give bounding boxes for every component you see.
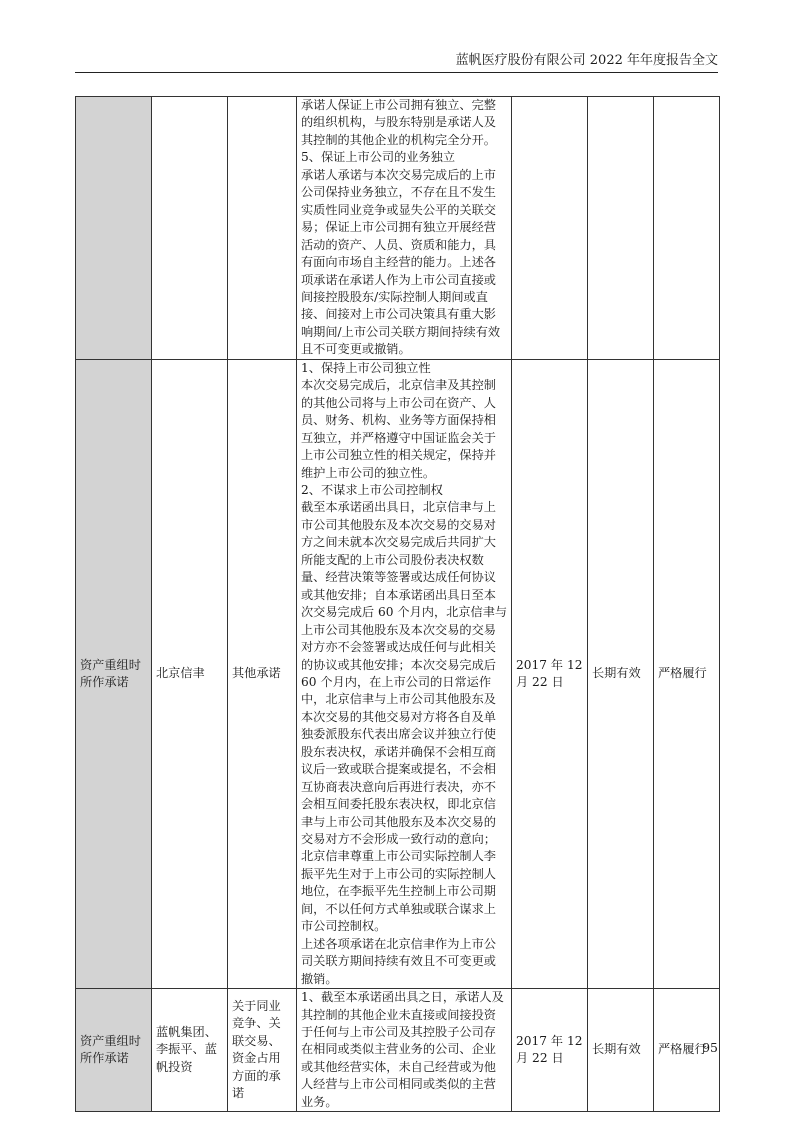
content-line: 活动的资产、人员、资质和能力，具 (301, 237, 496, 252)
content-line: 承诺人承诺与本次交易完成后的上市 (301, 167, 496, 182)
content-line: 本次交易完成后，北京信聿及其控制 (301, 378, 496, 393)
content-line: 聿与上市公司其他股东及本次交易的 (301, 814, 496, 829)
commitment-type-cell: 资产重组时所作承诺 (76, 989, 152, 1112)
committing-party-cell (152, 97, 228, 360)
content-line: 司关联方期间持续有效且不可变更或 (301, 954, 496, 969)
content-line: 有面向市场自主经营的能力。上述各 (301, 255, 496, 270)
content-line: 5、保证上市公司的业务独立 (301, 150, 456, 165)
content-line: 独委派股东代表出席会议并独立行使 (301, 727, 496, 742)
committing-party-cell: 北京信聿 (152, 359, 228, 988)
content-line: 市公司控制权。 (301, 919, 387, 934)
content-line: 业务。 (301, 1094, 338, 1109)
content-line: 间，不以任何方式单独或联合谋求上 (301, 901, 496, 916)
content-line: 互协商表决意向后再进行表决，亦不 (301, 779, 496, 794)
content-line: 的其他公司将与上市公司在资产、人 (301, 395, 496, 410)
report-title: 蓝帆医疗股份有限公司 2022 年年度报告全文 (455, 53, 718, 68)
content-line: 于任何与上市公司及其控股子公司存 (301, 1025, 496, 1040)
content-line: 其控制的其他企业未直接或间接投资 (301, 1007, 496, 1022)
content-line: 量、经营决策等签署或达成任何协议 (301, 570, 496, 585)
content-line: 上市公司独立性的相关规定，保持并 (301, 448, 496, 463)
content-line: 撤销。 (301, 971, 338, 986)
content-line: 所能支配的上市公司股份表决权数 (301, 552, 484, 567)
commitment-term-cell: 长期有效 (588, 989, 654, 1112)
content-line: 振平先生对于上市公司的实际控制人 (301, 866, 496, 881)
content-line: 截至本承诺函出具日，北京信聿与上 (301, 500, 496, 515)
content-line: 接、间接对上市公司决策具有重大影 (301, 307, 496, 322)
content-line: 或其他安排；自本承诺函出具日至本 (301, 587, 496, 602)
content-line: 中，北京信聿与上市公司其他股东及 (301, 692, 496, 707)
commitment-date-cell: 2017 年 12 月 22 日 (512, 989, 588, 1112)
content-line: 在相同或类似主营业务的公司、企业 (301, 1042, 496, 1057)
content-line: 易；保证上市公司拥有独立开展经营 (301, 220, 496, 235)
commitment-category-cell: 其他承诺 (228, 359, 297, 988)
content-line: 本次交易的其他交易对方将各自及单 (301, 709, 496, 724)
table-row (76, 359, 720, 988)
content-line: 方之间未就本次交易完成后共同扩大 (301, 535, 496, 550)
content-line: 对方亦不会签署或达成任何与此相关 (301, 640, 496, 655)
fulfillment-status-cell (654, 97, 720, 360)
table-row (76, 97, 720, 360)
content-line: 股东表决权，承诺并确保不会相互商 (301, 744, 496, 759)
fulfillment-status-cell: 严格履行 (654, 359, 720, 988)
content-line: 地位，在李振平先生控制上市公司期 (301, 884, 496, 899)
content-line: 或其他经营实体，未自己经营或为他 (301, 1059, 496, 1074)
content-line: 交易对方不会形成一致行动的意向； (301, 832, 496, 847)
content-line: 项承诺在承诺人作为上市公司直接或 (301, 272, 496, 287)
content-line: 上述各项承诺在北京信聿作为上市公 (301, 936, 496, 951)
commitment-category-cell (228, 97, 297, 360)
content-line: 市公司其他股东及本次交易的交易对 (301, 517, 496, 532)
content-line: 60 个月内，在上市公司的日常运作 (301, 674, 492, 689)
content-line: 北京信聿尊重上市公司实际控制人李 (301, 849, 496, 864)
content-line: 实质性同业竞争或显失公平的关联交 (301, 202, 496, 217)
commitment-term-cell: 长期有效 (588, 359, 654, 988)
content-line: 次交易完成后 60 个月内，北京信聿与 (301, 605, 508, 620)
content-line: 人经营与上市公司相同或类似的主营 (301, 1077, 496, 1092)
content-line: 员、财务、机构、业务等方面保持相 (301, 413, 496, 428)
committing-party-cell: 蓝帆集团、李振平、蓝帆投资 (152, 989, 228, 1112)
content-line: 承诺人保证上市公司拥有独立、完整 (301, 98, 496, 112)
commitment-term-cell (588, 97, 654, 360)
content-line: 响期间/上市公司关联方期间持续有效 (301, 324, 501, 339)
commitments-table (75, 96, 720, 1112)
commitment-content-cell (297, 359, 512, 988)
content-line: 1、保持上市公司独立性 (301, 360, 431, 375)
content-line: 议后一致或联合提案或提名，不会相 (301, 762, 496, 777)
content-line: 公司保持业务独立，不存在且不发生 (301, 185, 496, 200)
page-number: 95 (702, 1040, 718, 1055)
content-line: 维护上市公司的独立性。 (301, 465, 436, 480)
content-line: 1、截至本承诺函出具之日，承诺人及 (301, 990, 504, 1005)
content-line: 的组织机构，与股东特别是承诺人及 (301, 115, 496, 130)
content-line: 间接控股股东/实际控制人期间或直 (301, 289, 488, 304)
content-line: 会相互间委托股东表决权，即北京信 (301, 797, 496, 812)
page-header (75, 52, 718, 73)
commitment-type-cell: 资产重组时所作承诺 (76, 359, 152, 988)
content-line: 且不可变更或撤销。 (301, 342, 411, 357)
content-line: 互独立，并严格遵守中国证监会关于 (301, 430, 496, 445)
fulfillment-status-cell: 严格履行 (654, 989, 720, 1112)
commitment-date-cell (512, 97, 588, 360)
commitment-content-cell (297, 97, 512, 360)
content-line: 其控制的其他企业的机构完全分开。 (301, 132, 496, 147)
commitment-category-cell: 关于同业竞争、关联交易、资金占用方面的承诺 (228, 989, 297, 1112)
content-line: 上市公司其他股东及本次交易的交易 (301, 622, 496, 637)
commitment-type-cell (76, 97, 152, 360)
commitment-content-cell (297, 989, 512, 1112)
content-line: 的协议或其他安排；本次交易完成后 (301, 657, 496, 672)
content-line: 2、不谋求上市公司控制权 (301, 482, 443, 497)
commitment-date-cell: 2017 年 12 月 22 日 (512, 359, 588, 988)
